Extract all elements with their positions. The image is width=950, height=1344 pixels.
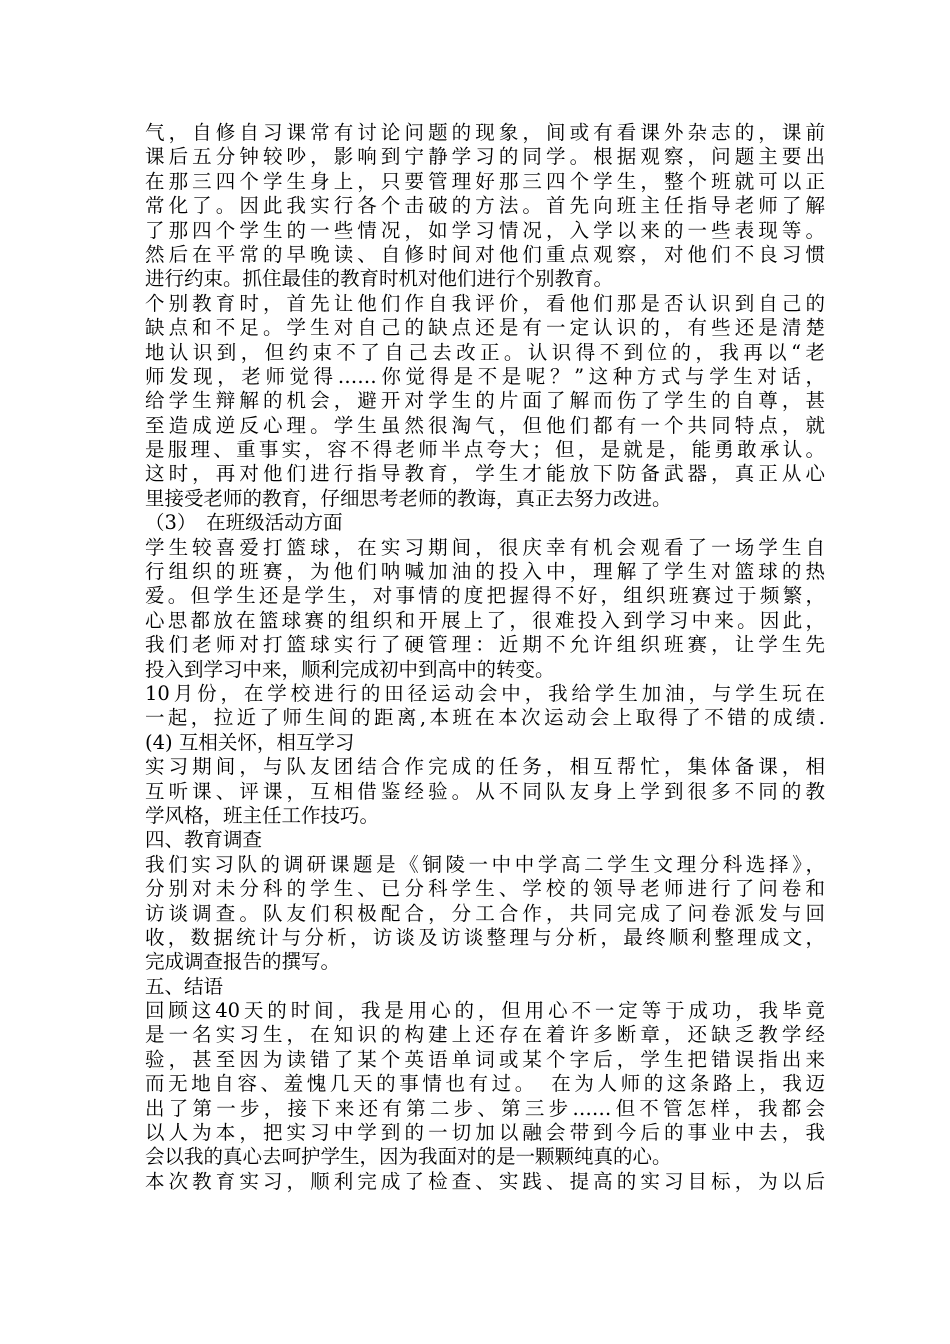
text-line: 给学生辩解的机会，避开对学生的片面了解而伤了学生的自尊，甚 [145, 389, 825, 413]
text-line: (4) 互相关怀，相互学习 [145, 730, 355, 754]
text-line: 我们老师对打篮球实行了硬管理：近期不允许组织班赛，让学生先 [145, 633, 825, 657]
text-line: 学风格，班主任工作技巧。 [145, 803, 380, 827]
text-line: 个别教育时，首先让他们作自我评价，看他们那是否认识到自己的 [145, 291, 825, 315]
text-line: 一起，拉近了师生间的距离,本班在本次运动会上取得了不错的成绩. [145, 706, 825, 730]
text-line: 实习期间，与队友团结合作完成的任务，相互帮忙，集体备课，相 [145, 755, 825, 779]
text-line: 分别对未分科的学生、已分科学生、学校的领导老师进行了问卷和 [145, 877, 825, 901]
text-line: 访谈调查。队友们积极配合，分工合作，共同完成了问卷派发与回 [145, 901, 825, 925]
text-line: 至造成逆反心理。学生虽然很淘气，但他们都有一个共同特点，就 [145, 413, 825, 437]
text-line: 这时，再对他们进行指导教育，学生才能放下防备武器，真正从心 [145, 462, 825, 486]
text-line: 收，数据统计与分析，访谈及访谈整理与分析，最终顺利整理成文， [145, 925, 825, 949]
text-line: 缺点和不足。学生对自己的缺点还是有一定认识的，有些还是清楚 [145, 316, 825, 340]
text-line: 我们实习队的调研课题是《铜陵一中中学高二学生文理分科选择》， [145, 852, 825, 876]
text-line: 会以我的真心去呵护学生，因为我面对的是一颗颗纯真的心。 [145, 1145, 672, 1169]
text-line: （3） 在班级活动方面 [145, 511, 343, 535]
text-line: 四、教育调查 [145, 828, 263, 852]
text-line: 在那三四个学生身上，只要管理好那三四个学生，整个班就可以正 [145, 169, 825, 193]
text-line: 是服理、重事实，容不得老师半点夸大；但，是就是，能勇敢承认。 [145, 438, 825, 462]
text-line: 进行约束。抓住最佳的教育时机对他们进行个别教育。 [145, 267, 614, 291]
text-line: 10月份，在学校进行的田径运动会中，我给学生加油，与学生玩在 [145, 681, 825, 705]
text-line: 行组织的班赛，为他们呐喊加油的投入中，理解了学生对篮球的热 [145, 560, 825, 584]
text-line: 气，自修自习课常有讨论问题的现象，间或有看课外杂志的，课前 [145, 121, 825, 144]
text-line: 互听课、评课，互相借鉴经验。从不同队友身上学到很多不同的教 [145, 779, 825, 803]
text-line: 心思都放在篮球赛的组织和开展上了，很难投入到学习中来。因此， [145, 608, 825, 632]
text-line: 投入到学习中来，顺利完成初中到高中的转变。 [145, 657, 555, 681]
text-line: 学生较喜爱打篮球，在实习期间，很庆幸有机会观看了一场学生自 [145, 535, 825, 559]
text-line: 了那四个学生的一些情况，如学习情况，入学以来的一些表现等。 [145, 218, 825, 242]
text-line: 而无地自容、羞愧几天的事情也有过。 在为人师的这条路上，我迈 [145, 1072, 825, 1096]
text-line: 回顾这40天的时间，我是用心的，但用心不一定等于成功，我毕竟 [145, 999, 825, 1023]
text-line: 验，甚至因为读错了某个英语单词或某个字后，学生把错误指出来 [145, 1047, 825, 1071]
text-line: 是一名实习生，在知识的构建上还存在着许多断章，还缺乏教学经 [145, 1023, 825, 1047]
text-line: 五、结语 [145, 974, 224, 998]
document-body [145, 121, 825, 1194]
text-line: 出了第一步，接下来还有第二步、第三步……但不管怎样，我都会 [145, 1096, 825, 1120]
text-line: 本次教育实习，顺利完成了检查、实践、提高的实习目标，为以后 [145, 1169, 825, 1193]
text-line: 以人为本，把实习中学到的一切加以融会带到今后的事业中去，我 [145, 1121, 825, 1145]
text-line: 常化了。因此我实行各个击破的方法。首先向班主任指导老师了解 [145, 194, 825, 218]
text-line: 地认识到，但约束不了自己去改正。认识得不到位的，我再以“老 [145, 340, 825, 364]
text-line: 课后五分钟较吵，影响到宁静学习的同学。根据观察，问题主要出 [145, 145, 825, 169]
text-line: 里接受老师的教育，仔细思考老师的教诲，真正去努力改进。 [145, 486, 672, 510]
text-line: 师发现，老师觉得……你觉得是不是呢？”这种方式与学生对话， [145, 364, 825, 388]
text-line: 然后在平常的早晚读、自修时间对他们重点观察，对他们不良习惯 [145, 242, 825, 266]
text-line: 爱。但学生还是学生，对事情的度把握得不好，组织班赛过于频繁， [145, 584, 825, 608]
text-line: 完成调查报告的撰写。 [145, 950, 341, 974]
